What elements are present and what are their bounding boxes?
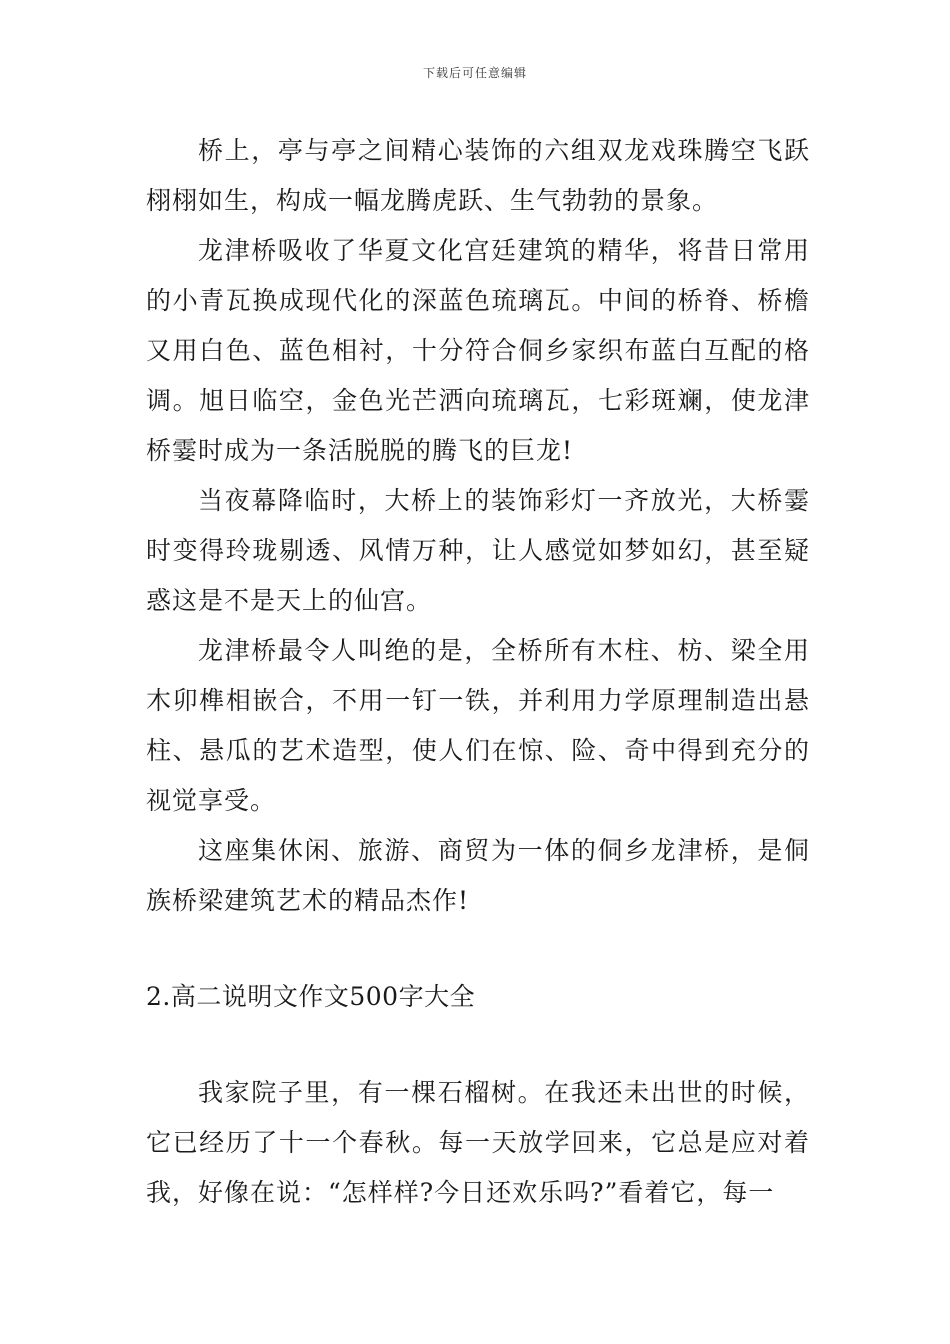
paragraph-mortise-tenon: 龙津桥最令人叫绝的是，全桥所有木柱、枋、梁全用木卯榫相嵌合，不用一钉一铁，并利用力学原理制造出悬柱、悬瓜的艺术造型，使人们在惊、险、奇中得到充分的视觉享受。	[146, 636, 810, 815]
document-body	[146, 126, 810, 1218]
page-header-note: 下载后可任意编辑	[422, 66, 527, 80]
paragraph-conclusion: 这座集休闲、旅游、商贸为一体的侗乡龙津桥，是侗族桥梁建筑艺术的精品杰作!	[146, 836, 810, 915]
paragraph-glazed-tiles: 龙津桥吸收了华夏文化宫廷建筑的精华，将昔日常用的小青瓦换成现代化的深蓝色琉璃瓦。中间的桥脊、桥檐又用白色、蓝色相衬，十分符合侗乡家织布蓝白互配的格调。旭日临空，金色光芒洒向琉璃瓦，七彩斑斓，使龙津桥霎时成为一条活脱脱的腾飞的巨龙!	[146, 236, 810, 465]
paragraph-bridge-dragons: 桥上，亭与亭之间精心装饰的六组双龙戏珠腾空飞跃栩栩如生，构成一幅龙腾虎跃、生气勃勃的景象。	[146, 136, 810, 215]
paragraph-pomegranate-tree: 我家院子里，有一棵石榴树。在我还未出世的时候，它已经历了十一个春秋。每一天放学回来，它总是应对着我，好像在说：“怎样样?今日还欢乐吗?”看着它，每一	[146, 1078, 810, 1207]
section-heading: 2.高二说明文作文500字大全	[146, 982, 476, 1011]
paragraph-night-lights: 当夜幕降临时，大桥上的装饰彩灯一齐放光，大桥霎时变得玲珑剔透、风情万种，让人感觉如梦如幻，甚至疑惑这是不是天上的仙宫。	[146, 486, 810, 615]
